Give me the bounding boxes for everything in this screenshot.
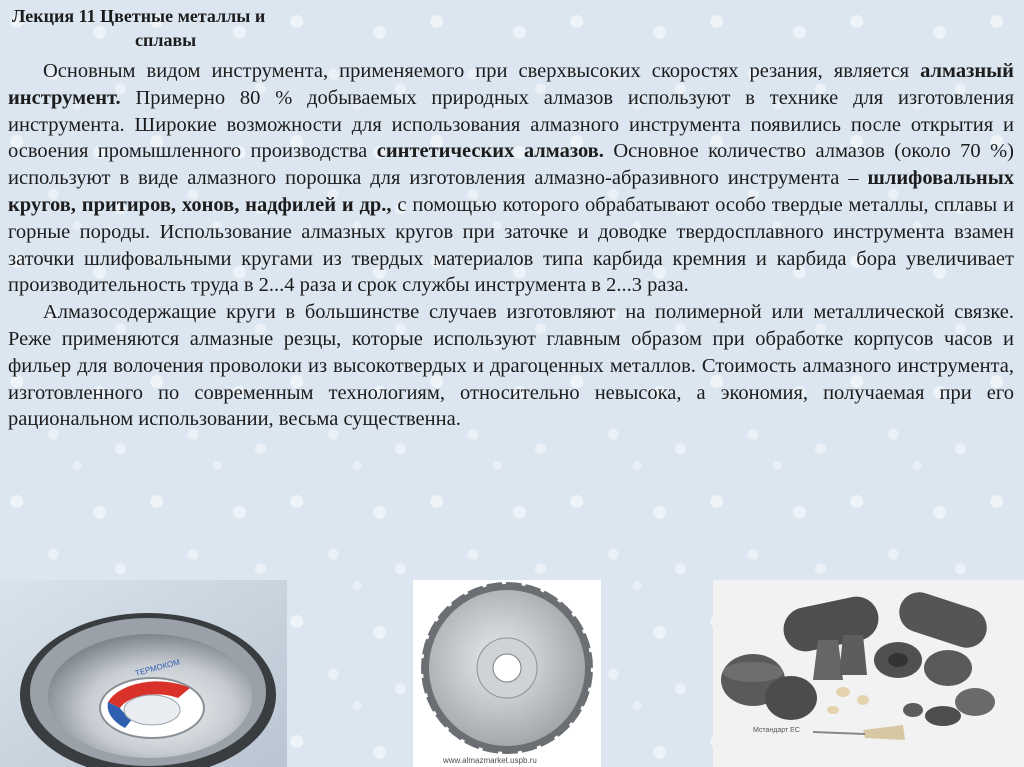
cup-wheel-brand-text: ТЕРМОКОМ — [134, 657, 181, 678]
p1-bold-synthetic-diamonds: синтетических алмазов. — [376, 140, 604, 163]
p1-part-g: с помощью которого обрабатывают особо твердые металлы, сплавы и горные породы. Использование алмазных кругов при заточке и доводке твердосплавного инструмента взамен заточки шлифовальными кругами из твердых материалов типа карбида кремния и карбида бора увеличивает производительность труда в 2...4 раза и срок службы инструмента в 2...3 раза. — [8, 193, 1014, 297]
paragraph-1 — [8, 58, 1014, 299]
cup-wheel-photo — [0, 580, 287, 767]
p1-part-a: Основным видом инструмента, применяемого при сверхвысоких скоростях резания, является — [43, 60, 921, 82]
title-line-1: Лекция 11 Цветные металлы и — [12, 6, 266, 26]
paragraph-2: Алмазосодержащие круги в большинстве случаев изготовляют на полимерной или металлической связке. Реже применяются алмазные резцы, которые используют главным образом при обработке корпусов часов и фильер для волочения проволоки из высокотвердых и драгоценных металлов. Стоимость алмазного инструмента, изготовленного по современным технологиям, относительно невысока, а экономия, получаемая при его рациональном использовании, весьма существенна. — [8, 301, 1014, 431]
abrasive-points-photo — [713, 580, 1024, 767]
title-line-2: сплавы — [135, 30, 197, 50]
points-caption-text: Мстандарт ЕС — [753, 727, 800, 734]
saw-blade-photo — [413, 580, 601, 767]
photo-strip — [0, 580, 1024, 767]
p1-bold-diamond-tool: алмазный инструмент. — [8, 60, 1014, 109]
p1-part-c: Примерно 80 % добываемых природных алмазов используют в технике для изготовления инструмента. Широкие возможности для использования алмазного инструмента появились после открытия и освоения промышленного производства — [8, 86, 1014, 163]
blade-watermark-text: www.almazmarket.uspb.ru — [443, 756, 537, 765]
p1-part-e: Основное количество алмазов (около 70 %) используют в виде алмазного порошка для изготовления алмазно-абразивного инструмента – — [8, 140, 1014, 190]
lecture-text — [8, 58, 1014, 433]
p1-bold-tool-list: шлифовальных кругов, притиров, хонов, надфилей и др., — [8, 167, 1014, 216]
slide-title — [12, 4, 372, 52]
